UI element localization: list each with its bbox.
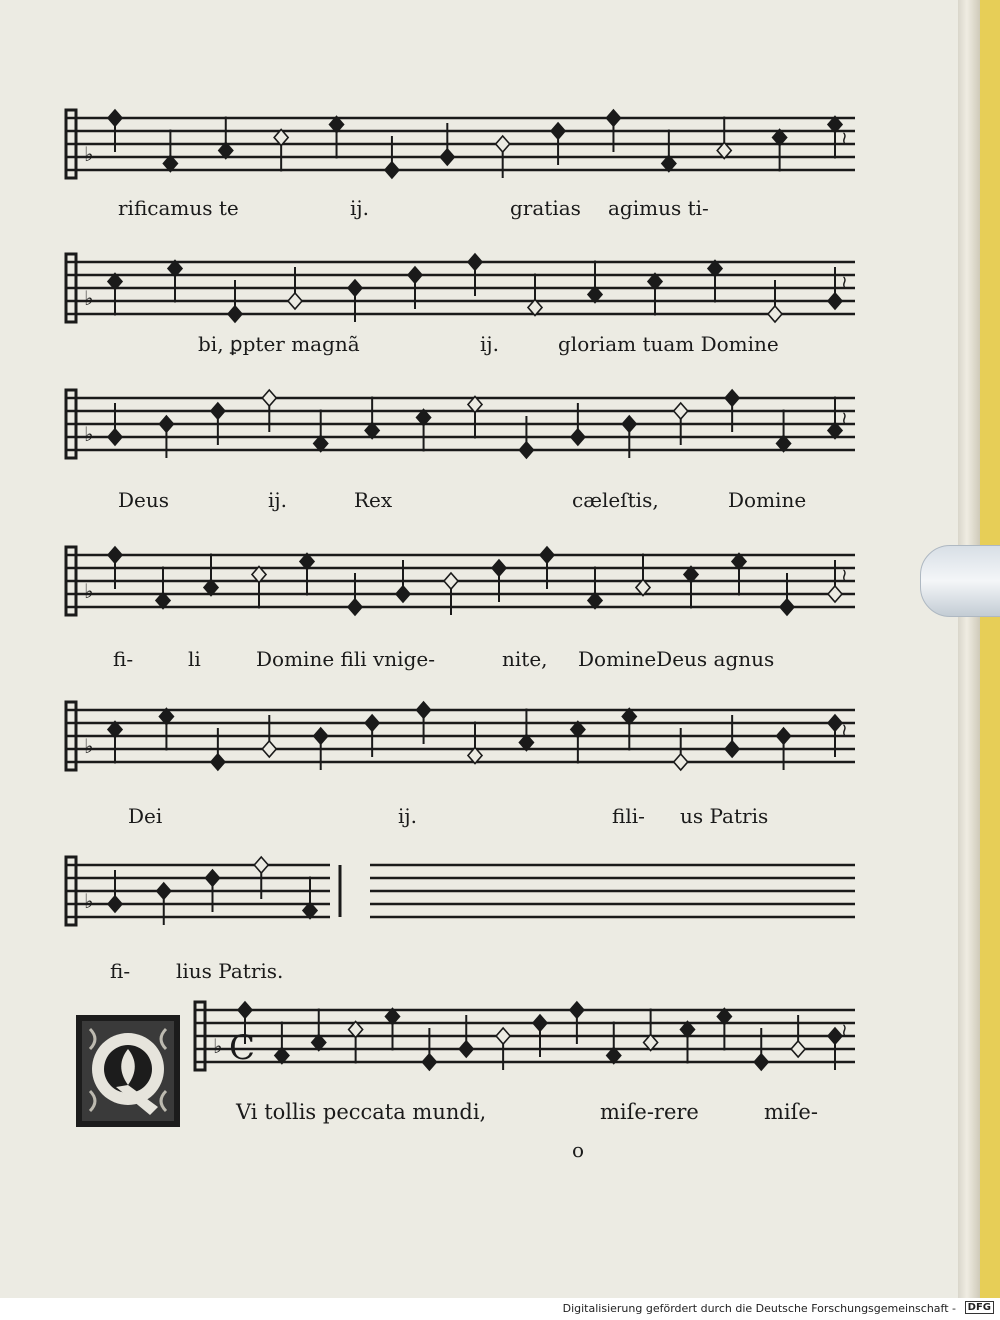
lyric: lius Patris.: [176, 959, 284, 983]
lyric: gloriam tuam Domine: [558, 332, 779, 356]
music-system-4: [0, 535, 958, 671]
note: [396, 586, 410, 602]
note: [254, 857, 268, 873]
note: [828, 1028, 842, 1044]
custos: ≀: [841, 1020, 848, 1041]
lyric: agimus ti-: [608, 196, 709, 220]
lyric: nite,: [502, 647, 548, 671]
note: [725, 390, 739, 406]
note: [206, 870, 220, 886]
lyric: fi-: [113, 647, 134, 671]
note: [422, 1054, 436, 1070]
note: [468, 254, 482, 270]
note: [459, 1041, 473, 1057]
note: [108, 110, 122, 126]
note: [211, 403, 225, 419]
note: [417, 702, 431, 718]
note: [780, 599, 794, 615]
dfg-logo: DFG: [965, 1301, 994, 1314]
flat-sign: ♭: [84, 286, 94, 310]
note: [238, 1002, 252, 1018]
note: [348, 599, 362, 615]
note: [533, 1015, 547, 1031]
lyric: Dei: [128, 804, 163, 828]
note: [540, 547, 554, 563]
page-number: o: [572, 1138, 585, 1162]
mensuration-sign: C: [229, 1028, 256, 1068]
lyric: DomineDeus agnus: [578, 647, 775, 671]
staff: [0, 378, 958, 478]
note: [777, 728, 791, 744]
lyric: fi-: [110, 959, 131, 983]
note: [228, 306, 242, 322]
note: [570, 1002, 584, 1018]
note: [674, 754, 688, 770]
lyric: miſe-: [764, 1100, 818, 1124]
note: [108, 896, 122, 912]
staff: [0, 845, 958, 945]
decorated-initial: [76, 1015, 180, 1127]
flat-sign: ♭: [84, 734, 94, 758]
lyric: rificamus te: [118, 196, 239, 220]
custos: ≀: [841, 272, 848, 293]
footer: [0, 1298, 1000, 1320]
lyric: cæleſtis,: [572, 488, 659, 512]
note: [314, 728, 328, 744]
note: [754, 1054, 768, 1070]
lyric: ij.: [268, 488, 287, 512]
custos: ≀: [841, 565, 848, 586]
music-system-6: [0, 845, 958, 985]
lyric: miſe-rere: [600, 1100, 699, 1124]
footer-text: Digitalisierung gefördert durch die Deutsche Forschungsgemeinschaft -: [562, 1302, 956, 1315]
staff: [0, 242, 958, 342]
lyric: fili-: [612, 804, 645, 828]
note: [828, 715, 842, 731]
lyric: ij.: [480, 332, 499, 356]
lyric: bi, ꝑpter magnã: [198, 332, 360, 356]
note: [674, 403, 688, 419]
custos: ≀: [841, 720, 848, 741]
lyric: us Patris: [680, 804, 769, 828]
note: [768, 306, 782, 322]
note: [159, 416, 173, 432]
flat-sign: ♭: [84, 889, 94, 913]
staff: [0, 535, 958, 635]
note: [385, 162, 399, 178]
note: [157, 883, 171, 899]
note: [496, 136, 510, 152]
note: [791, 1041, 805, 1057]
note: [365, 715, 379, 731]
note: [571, 429, 585, 445]
note: [519, 442, 533, 458]
note: [551, 123, 565, 139]
lyric: Vi tollis peccata mundi,: [236, 1100, 487, 1124]
note: [108, 547, 122, 563]
note: [496, 1028, 510, 1044]
flat-sign: ♭: [213, 1034, 223, 1058]
lyric: ij.: [350, 196, 369, 220]
lyric: li: [188, 647, 201, 671]
music-system-3: [0, 378, 958, 512]
note: [288, 293, 302, 309]
note: [211, 754, 225, 770]
music-system-5: [0, 690, 958, 830]
note: [108, 429, 122, 445]
lyric: Domine: [728, 488, 807, 512]
music-system-1: [0, 98, 958, 228]
note: [622, 416, 636, 432]
note: [440, 149, 454, 165]
custos: ≀: [841, 408, 848, 429]
note: [262, 390, 276, 406]
note: [408, 267, 422, 283]
note: [262, 741, 276, 757]
lyric: Domine fili vnige-: [256, 647, 435, 671]
music-system-2: [0, 242, 958, 372]
lyric: Rex: [354, 488, 393, 512]
lyric: gratias: [510, 196, 581, 220]
note: [725, 741, 739, 757]
flat-sign: ♭: [84, 579, 94, 603]
page-edge: [958, 0, 980, 1298]
custos: ≀: [841, 128, 848, 149]
flat-sign: ♭: [84, 142, 94, 166]
flat-sign: ♭: [84, 422, 94, 446]
note: [828, 293, 842, 309]
lyric: Deus: [118, 488, 170, 512]
note: [606, 110, 620, 126]
lyric: ij.: [398, 804, 417, 828]
note: [348, 280, 362, 296]
note: [492, 560, 506, 576]
note: [828, 586, 842, 602]
staff: [0, 98, 958, 198]
staff: [0, 690, 958, 790]
note: [444, 573, 458, 589]
